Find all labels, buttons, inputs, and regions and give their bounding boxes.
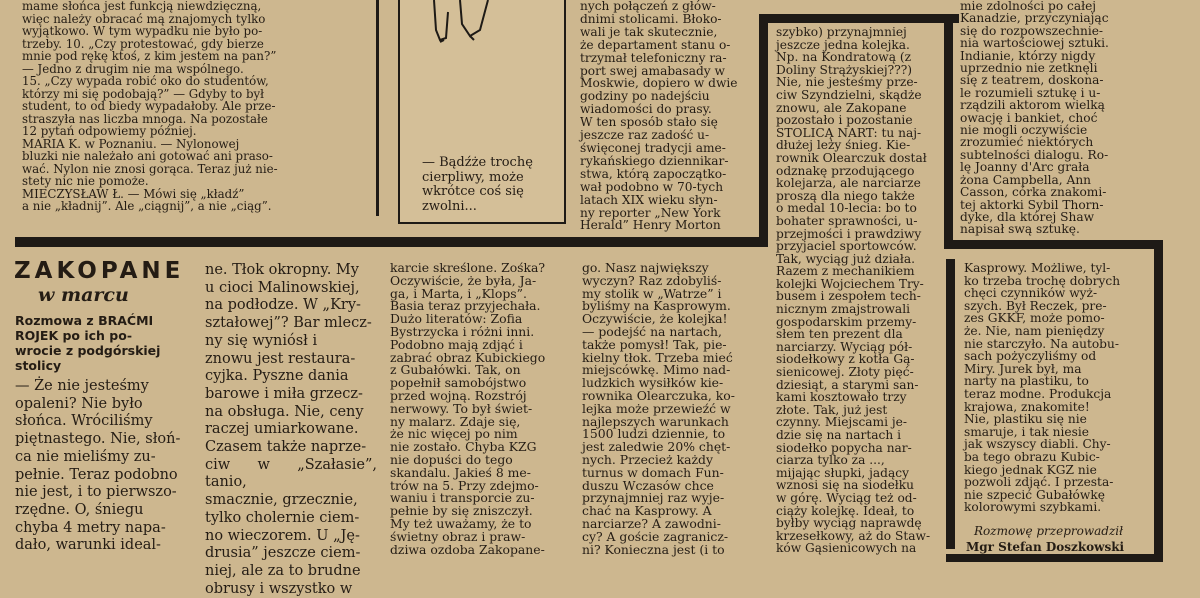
text-line: rykańskiego dziennikar- [580, 153, 729, 168]
text-line: rządzili aktorom wielką [960, 98, 1105, 113]
text-line: stwa, którą zapoczątko- [580, 166, 727, 181]
text-line: zrozumieć niektórych [960, 135, 1094, 150]
text-line: MIECZYSŁAW Ł. — Mówi się „kładź” [22, 186, 245, 201]
article-column-4 [582, 262, 756, 562]
text-line: na podłodze. W „Kry- [205, 297, 361, 314]
text-line: ny się wyniósł i [205, 332, 318, 349]
text-line: owację i bankiet, choć [960, 110, 1098, 125]
text-line: kami kosztowało trzy [776, 390, 907, 405]
text-line: Oczywiście, że była, Ja- [390, 272, 537, 288]
text-line: wać. Nylon nie znosi gorąca. Teraz już nie- [22, 161, 278, 176]
text-line: raczej umiarkowane. [205, 421, 359, 438]
text-line: Podobno mają zdjąć i [390, 336, 523, 352]
text-line: trzeby. 10. „Czy protestować, gdy bierze [22, 36, 264, 51]
text-line: Doliny Strążyskiej???) [776, 62, 913, 77]
text-line: nie zostało. Chyba KZG [390, 439, 537, 455]
text-line: turnus w domach Fun- [582, 464, 724, 480]
text-line: stety nic nie pomoże. [22, 174, 149, 188]
text-line: że departament stanu o- [580, 37, 731, 52]
text-line: bluzki nie należało ani gotować ani praso- [22, 149, 273, 163]
text-line: Oczywiście, że kolejka! [582, 311, 728, 327]
text-line: byłby wyciąg naprawdę [776, 516, 922, 531]
indian-theatre-column [960, 0, 1140, 236]
text-line: że nic więcej po nim [390, 426, 518, 442]
text-line: najlepszych warunkach [582, 413, 729, 429]
signature-line-2: Mgr Stefan Doszkowski [966, 540, 1125, 554]
text-line: subtelności dialogu. Ro- [960, 147, 1109, 162]
text-line: Indianie, którzy nigdy [960, 48, 1096, 63]
text-line: chyba 4 metry napa- [15, 519, 166, 536]
lead-line: stolicy [15, 358, 62, 373]
text-line: mijając słupki, jadący [776, 465, 909, 480]
caption-line: cierpliwy, może [422, 169, 524, 185]
text-line: Tak, wyciąg już działa. [776, 251, 915, 266]
text-line: Kasprowy. Możliwe, tyl- [964, 261, 1111, 275]
text-line: drusia” jeszcze ciem- [205, 545, 361, 562]
text-line: STOLICĄ NART: tu naj- [776, 125, 922, 140]
article-column-1 [15, 378, 191, 558]
text-line: go. Nasz największy [582, 260, 709, 275]
text-line: nie mogli oczywiście [960, 123, 1088, 138]
text-line: wali je tak skutecznie, [580, 24, 718, 39]
box-rule-lower-right [1154, 240, 1163, 554]
text-line: miejscówkę. Mimo nad- [582, 362, 731, 378]
text-line: siodełko popycha nar- [776, 440, 912, 455]
text-line: wał podobno w 70-tych [580, 179, 724, 194]
text-line: le rozumieli sztukę i u- [960, 85, 1101, 100]
text-line: dało, warunki ideal- [15, 537, 161, 554]
text-line: pełnie by się zniszczył. [390, 503, 533, 519]
text-line: a nie „kładnij”. Ale „ciągnij”, a nie „ciąg”. [22, 199, 272, 213]
text-line: kolejarza, ale narciarze [776, 176, 921, 191]
text-line: kiego jednak KGZ nie [964, 462, 1097, 477]
text-line: nicznym zmajstrowali [776, 302, 910, 317]
text-line: czynny. Miejscami je- [776, 415, 907, 430]
text-line: przyjaciel sportowców. [776, 239, 917, 254]
text-line: straszyła nas liczba mnoga. Na pozostałe [22, 111, 268, 126]
text-line: popełnił samobójstwo [390, 375, 527, 391]
text-line: wyczyn? Raz zdobyliś- [582, 272, 722, 288]
text-line: cyjka. Pyszne dania [205, 368, 349, 385]
box-rule-lower-left [946, 259, 955, 549]
text-line: zabrać obraz Kubickiego [390, 349, 546, 365]
text-line: ludzkich wysiłków kie- [582, 375, 724, 391]
text-line: ciąży kolejkę. Ideał, to [776, 503, 915, 518]
text-line: piętnastego. Nie, słoń- [15, 431, 181, 448]
text-line: mie zdolności po całej [960, 0, 1097, 13]
text-line: dnimi stolicami. Błoko- [580, 11, 722, 26]
text-line: trów na 5. Przy zdejmo- [390, 477, 539, 493]
article-lead [15, 313, 190, 373]
text-line: Herald” Henry Morton [580, 218, 721, 233]
text-line: ciarza tylko za ..., [776, 453, 885, 468]
text-line: pełnie. Teraz podobno [15, 466, 178, 483]
text-line: ształowej”? Bar mlecz- [205, 315, 372, 332]
text-line: znowu, ale Zakopane [776, 100, 907, 115]
text-line: mnie pod rękę ktoś, z kim jestem na pan?” [22, 49, 277, 63]
text-line: przed wojną. Rozstrój [390, 387, 527, 403]
text-line: no wieczorem. U „Ję- [205, 527, 360, 544]
text-line: Czasem także naprze- [205, 439, 367, 456]
text-line: o medal 10-lecia: bo to [776, 201, 917, 216]
text-line: dziwa ozdoba Zakopane- [390, 541, 545, 557]
article-headline: ZAKOPANE [14, 258, 185, 284]
text-line: kielny tłok. Trzeba mieć [582, 349, 733, 365]
text-line: znowu jest restaura- [205, 350, 356, 367]
article-column-6 [964, 262, 1142, 522]
text-line: ko trzeba trochę dobrych [964, 273, 1121, 288]
cartoon-box [398, 0, 566, 224]
text-line: student, to od biedy wypadałoby. Ale prze- [22, 99, 276, 113]
cartoon-drawing [400, 0, 564, 60]
caption-line: wkrótce coś się [422, 184, 524, 199]
text-line: mame słońca jest funkcją niewdzięczną, [22, 0, 262, 13]
text-line: pozostało i pozostanie [776, 113, 913, 128]
box-rule-right [944, 14, 953, 248]
text-line: narciarze? A zawodni- [582, 515, 721, 531]
caption-line: — Bądźże trochę [422, 155, 533, 170]
text-line: niej, ale za to brudne [205, 562, 361, 579]
text-line: święconej tradycji ame- [580, 140, 726, 155]
text-line: proszą dla niego także [776, 188, 915, 203]
text-line: z Gubałówki. Tak, on [390, 362, 521, 378]
text-line: szych. Był Reczek, pre- [964, 298, 1107, 313]
text-line: ca nie mieliśmy zu- [15, 448, 156, 465]
text-line: My też uważamy, że to [390, 515, 532, 531]
text-line: busem i zespołem tech- [776, 289, 921, 304]
text-line: jeszcze jedna kolejka. [776, 37, 910, 52]
text-line: latach XIX wieku słyn- [580, 192, 718, 207]
text-line: godziny po nadejściu [580, 89, 710, 104]
text-line: bohater sprawności, u- [776, 213, 918, 228]
text-line: więc należy obracać mą znajomych tylko [22, 11, 266, 26]
box-rule-top [759, 14, 959, 23]
text-line: 1500 ludzi dziennie, to [582, 426, 726, 442]
text-line: duszu Wczasów chce [582, 477, 714, 493]
letters-column [22, 0, 362, 214]
lead-line: Rozmowa z BRAĆMI [15, 313, 154, 328]
text-line: — Jedno z drugim nie ma wspólnego. [22, 61, 244, 76]
article-column-3 [390, 262, 570, 562]
signature-line-1: Rozmowę przeprowadził [974, 524, 1124, 538]
text-line: ny reporter „New York [580, 205, 721, 220]
text-line: obrusy i wszystko w [205, 580, 353, 597]
text-line: opaleni? Nie było [15, 395, 143, 412]
text-line: nie szpecić Gubałówkę [964, 487, 1105, 502]
text-line: smaruje, i tak niesie [964, 424, 1090, 439]
lead-line: wrocie z podgórskiej [15, 343, 161, 358]
text-line: w górę. Wyciąg też od- [776, 490, 917, 505]
box-rule-left [759, 14, 768, 247]
text-line: tej aktorki Sybil Thorn- [960, 197, 1104, 212]
text-line: trzymał telefoniczny ra- [580, 50, 727, 65]
boxed-column [776, 26, 944, 556]
text-line: Nie, nie jesteśmy prze- [776, 75, 918, 90]
text-line: nie jest, i to pierwszo- [15, 484, 177, 501]
text-line: barowe i miła grzecz- [205, 385, 363, 402]
text-line: wznosi się na siodełku [776, 478, 914, 493]
text-line: zes GKKF, może pomo- [964, 311, 1105, 326]
text-line: rzędne. O, śniegu [15, 501, 144, 518]
text-line: rownik Olearczuk dostał [776, 150, 927, 165]
text-line: Basia teraz przyjechała. [390, 298, 541, 314]
text-line: dziesiąt, a starymi san- [776, 377, 919, 392]
text-line: nych połączeń z głów- [580, 0, 716, 13]
text-line: kolejki Wojciechem Try- [776, 276, 924, 291]
text-line: smacznie, grzecznie, [205, 492, 358, 509]
text-line: ga, i Marta, i „Klops”. [390, 285, 527, 301]
text-line: siodełkowy z kotła Gą- [776, 352, 915, 367]
text-line: uprzednio nie zetknęli [960, 61, 1098, 76]
text-line: pozwoli zdjąć. I przesta- [964, 475, 1114, 490]
text-line: Nie, plastiku się nie [964, 412, 1087, 427]
text-line: sach pożyczyliśmy od [964, 349, 1097, 364]
text-line: 15. „Czy wypada robić oko do studentów, [22, 74, 269, 88]
text-line: odznakę przodującego [776, 163, 915, 178]
text-line: Razem z mechanikiem [776, 264, 915, 279]
text-line: — Że nie jesteśmy [15, 378, 149, 394]
text-line: Miry. Jurek był, ma [964, 361, 1082, 376]
text-line: chać na Kasprowy. A [582, 503, 712, 519]
text-line: chęci czynników wyż- [964, 286, 1098, 301]
text-line: narciarzy. Wyciąg pół- [776, 339, 913, 354]
text-line: ciw w „Szałasie”, tanio, [205, 456, 377, 491]
herald-column [580, 0, 756, 233]
text-line: W ten sposób stało się [580, 115, 718, 130]
text-line: się z teatrem, doskona- [960, 73, 1104, 88]
text-line: nie starczyło. Na autobu- [964, 336, 1119, 351]
text-line: karcie skreślone. Zośka? [390, 260, 546, 275]
text-line: krajowa, znakomite! [964, 399, 1090, 414]
text-line: ba tego obrazu Kubic- [964, 449, 1100, 464]
text-line: nych. Przecież każdy [582, 451, 713, 467]
text-line: gospodarskim przemy- [776, 314, 917, 329]
text-line: którzy mi się podobają?” — Gdyby to był [22, 86, 265, 101]
article-subhead: w marcu [38, 284, 129, 306]
text-line: Dużo literatów: Zofia [390, 311, 523, 327]
text-line: dłużej leży śnieg. Kie- [776, 138, 911, 153]
section-rule-left [15, 237, 768, 247]
text-line: świetny obraz i praw- [390, 528, 526, 544]
text-line: byliśmy na Kasprowym. [582, 298, 731, 314]
text-line: ne. Tłok okropny. My [205, 262, 359, 278]
text-line: waniu i transporcie zu- [390, 490, 535, 506]
text-line: Bystrzycka i różni inni. [390, 323, 535, 339]
text-line: słem ten prezent dla [776, 327, 903, 342]
text-line: dyke, dla której Shaw [960, 209, 1095, 224]
text-line: lejka może przewieźć w [582, 400, 731, 416]
text-line: jak wszyscy diabli. Chy- [964, 437, 1111, 452]
text-line: kolorowymi szybkami. [964, 500, 1102, 515]
text-line: wiadomości do prasy. [580, 102, 712, 117]
text-line: narty na plastiku, to [964, 374, 1089, 389]
text-line: ny malarz. Zdaje się, [390, 413, 521, 429]
text-line: teraz modne. Produkcja [964, 386, 1112, 401]
text-line: jest zaledwie 20% chęt- [582, 439, 731, 455]
text-line: się do rozpowszechnie- [960, 23, 1104, 38]
text-line: słońca. Wróciliśmy [15, 413, 153, 430]
text-line: dzie się na nartach i [776, 428, 901, 442]
text-line: my stolik w „Watrze” i [582, 285, 722, 301]
text-line: lę Joanny d'Arc grała [960, 160, 1090, 175]
text-line: także pomysł! Tak, pie- [582, 336, 727, 352]
box-rule-bottom [946, 554, 1163, 562]
text-line: cy? A goście zagranicz- [582, 528, 729, 544]
text-line: napisał swą sztukę. [960, 222, 1080, 237]
text-line: sienicowej. Złoty pięć- [776, 365, 914, 380]
text-line: ciw Szyndzielni, skądże [776, 87, 922, 102]
caption-line: zwolni... [422, 198, 477, 214]
text-line: krzesełkowy, aż do Staw- [776, 528, 931, 543]
text-line: na obsługa. Nie, ceny [205, 403, 364, 420]
text-line: Moskwie, dopiero w dwie [580, 76, 738, 91]
text-line: Casson, córka znakomi- [960, 185, 1107, 200]
text-line: — podejść na nartach, [582, 323, 722, 339]
text-line: 12 pytań odpowiemy później. [22, 124, 197, 138]
text-line: żona Campbella, Ann [960, 172, 1092, 187]
text-line: złote. Tak, już jest [776, 402, 888, 417]
text-line: u cioci Malinowskiej, [205, 279, 360, 296]
text-line: że. Nie, nam pieniędzy [964, 323, 1105, 338]
text-line: nerwowy. To był świet- [390, 400, 533, 416]
text-line: ni? Konieczna jest (i to [582, 541, 725, 557]
lead-line: ROJEK po ich po- [15, 328, 133, 343]
text-line: tylko cholernie ciem- [205, 509, 360, 526]
text-line: port swej amabasady w [580, 63, 725, 78]
text-line: skandalu. Jakieś 8 me- [390, 464, 531, 480]
text-line: wyjątkowo. W tym wypadku nie było po- [22, 24, 263, 38]
section-rule-right [944, 240, 1163, 249]
cartoon-caption [422, 156, 560, 214]
text-line: przejmości i prawdziwy [776, 226, 922, 241]
text-line: jeszcze raz zadość u- [580, 128, 710, 143]
text-line: szybko) przynajmniej [776, 25, 907, 39]
text-line: ków Gąsienicowych na [776, 541, 917, 556]
text-line: Np. na Kondratową (z [776, 50, 912, 65]
text-line: przynajmniej raz wyje- [582, 490, 725, 506]
text-line: MARIA K. w Poznaniu. — Nylonowej [22, 136, 240, 151]
text-line: rownika Olearczuka, ko- [582, 387, 735, 403]
column-divider [376, 0, 379, 216]
text-line: Kanadzie, przyczyniając [960, 11, 1109, 26]
article-column-2 [205, 262, 377, 597]
text-line: nia wartościowej sztuki. [960, 36, 1109, 51]
text-line: nie dopuści do tego [390, 451, 513, 467]
